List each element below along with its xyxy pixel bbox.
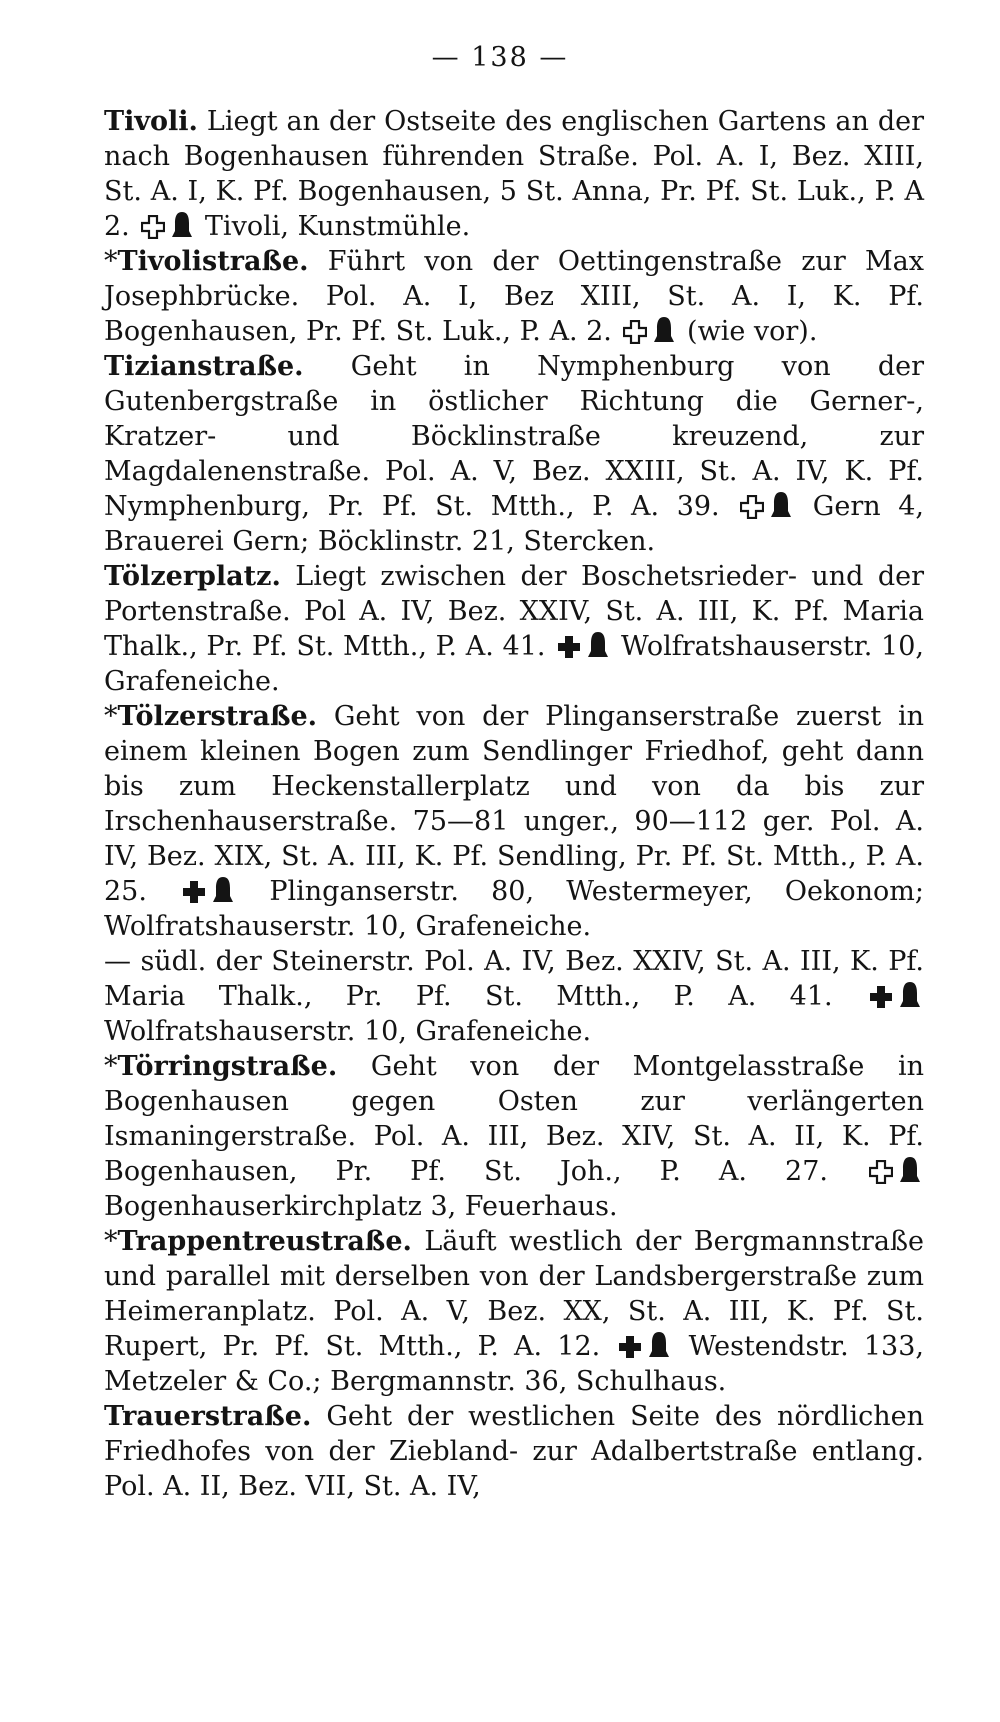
street-description: Geht von der Montgelasstraße in Bogenhausen gegen Osten zur verlängerten Ismaningerstraße. Pol. A. III, Bez. XIV, St. A. II, K. Pf. Bogenhausen, Pr. Pf. St. Joh., P. A. 27.	[104, 1051, 924, 1187]
cross-outline-icon	[869, 1160, 893, 1184]
street-directory-text	[104, 104, 924, 1504]
street-entry-toerringstrasse	[104, 1049, 924, 1224]
street-description: Liegt zwischen der Boschetsrieder- und der Portenstraße. Pol A. IV, Bez. XXIV, St. A. III, K. Pf. Maria Thalk., Pr. Pf. St. Mtth., P. A. 41.	[104, 561, 924, 662]
street-description: — südl. der Steinerstr. Pol. A. IV, Bez. XXIV, St. A. III, K. Pf. Maria Thalk., Pr. Pf. St. Mtth., P. A. 41.	[104, 946, 924, 1012]
street-description: Liegt an der Ostseite des englischen Gartens an der nach Bogenhausen führenden Straße. Pol. A. I, Bez. XIII, St. A. I, K. Pf. Bogenhausen, 5 St. Anna, Pr. Pf. St. Luk., P. A 2.	[104, 106, 924, 242]
new-street-marker: *	[104, 246, 118, 277]
street-description: Führt von der Oettingenstraße zur Max Josephbrücke. Pol. A. I, Bez XIII, St. A. I, K. Pf. Bogenhausen, Pr. Pf. St. Luk., P. A. 2.	[104, 246, 924, 347]
cross-outline-icon	[623, 320, 647, 344]
street-entry-trauerstrasse	[104, 1399, 924, 1504]
new-street-marker: *	[104, 1051, 118, 1082]
fire-bell-icon	[899, 1156, 921, 1184]
street-name: Tölzerstraße.	[117, 701, 318, 732]
cross-solid-icon	[182, 880, 206, 904]
street-entry-tizianstrasse	[104, 349, 924, 559]
fire-bell-icon	[899, 981, 921, 1009]
cross-solid-icon	[557, 635, 581, 659]
fire-alarm-locations: Westendstr. 133, Metzeler & Co.; Bergmannstr. 36, Schulhaus.	[104, 1331, 924, 1397]
fire-bell-icon	[212, 876, 234, 904]
fire-bell-icon	[171, 211, 193, 239]
street-name: Tivolistraße.	[117, 246, 309, 277]
street-name: Trappentreustraße.	[117, 1226, 412, 1257]
fire-alarm-locations: Wolfratshauserstr. 10, Grafeneiche.	[104, 631, 924, 697]
cross-solid-icon	[618, 1335, 642, 1359]
street-name: Trauerstraße.	[104, 1401, 312, 1432]
fire-alarm-locations: Wolfratshauserstr. 10, Grafeneiche.	[104, 1016, 592, 1047]
fire-alarm-locations: Tivoli, Kunstmühle.	[196, 211, 471, 242]
street-name: Tizianstraße.	[104, 351, 304, 382]
street-entry-toelzerstrasse-sued	[104, 944, 924, 1049]
cross-solid-icon	[869, 985, 893, 1009]
street-entry-trappentreustrasse	[104, 1224, 924, 1399]
street-name: Tivoli.	[104, 106, 198, 137]
fire-alarm-locations: Gern 4, Brauerei Gern; Böcklinstr. 21, Stercken.	[104, 491, 924, 557]
street-name: Tölzerplatz.	[104, 561, 281, 592]
street-entry-tivoli	[104, 104, 924, 244]
new-street-marker: *	[104, 701, 118, 732]
fire-alarm-locations: (wie vor).	[678, 316, 818, 347]
street-name: Törringstraße.	[117, 1051, 338, 1082]
cross-outline-icon	[141, 215, 165, 239]
fire-bell-icon	[587, 631, 609, 659]
cross-outline-icon	[740, 495, 764, 519]
street-description: Geht in Nymphenburg von der Gutenbergstraße in östlicher Richtung die Gerner-, Kratzer- und Böcklinstraße kreuzend, zur Magdalenenstraße. Pol. A. V, Bez. XXIII, St. A. IV, K. Pf. Nymphenburg, Pr. Pf. St. Mtth., P. A. 39.	[104, 351, 924, 522]
fire-alarm-locations: Plinganserstr. 80, Westermeyer, Oekonom; Wolfratshauserstr. 10, Grafeneiche.	[104, 876, 924, 942]
street-entry-toelzerplatz	[104, 559, 924, 699]
fire-bell-icon	[648, 1331, 670, 1359]
page-number: — 138 —	[431, 42, 569, 73]
street-entry-tivolistrasse	[104, 244, 924, 349]
new-street-marker: *	[104, 1226, 118, 1257]
street-description: Geht der westlichen Seite des nördlichen Friedhofes von der Ziebland- zur Adalbertstraße entlang. Pol. A. II, Bez. VII, St. A. IV,	[104, 1401, 924, 1502]
street-description: Geht von der Plinganserstraße zuerst in einem kleinen Bogen zum Sendlinger Friedhof, geht dann bis zum Heckenstallerplatz und von da bis zur Irschenhauserstraße. 75—81 unger., 90—112 ger. Pol. A. IV, Bez. XIX, St. A. III, K. Pf. Sendling, Pr. Pf. St. Mtth., P. A. 25.	[104, 701, 924, 907]
fire-bell-icon	[770, 491, 792, 519]
street-entry-toelzerstrasse	[104, 699, 924, 944]
street-description: Läuft westlich der Bergmannstraße und parallel mit derselben von der Landsbergerstraße zum Heimeranplatz. Pol. A. V, Bez. XX, St. A. III, K. Pf. St. Rupert, Pr. Pf. St. Mtth., P. A. 12.	[104, 1226, 924, 1362]
fire-alarm-locations: Bogenhauserkirchplatz 3, Feuerhaus.	[104, 1191, 618, 1222]
fire-bell-icon	[653, 316, 675, 344]
